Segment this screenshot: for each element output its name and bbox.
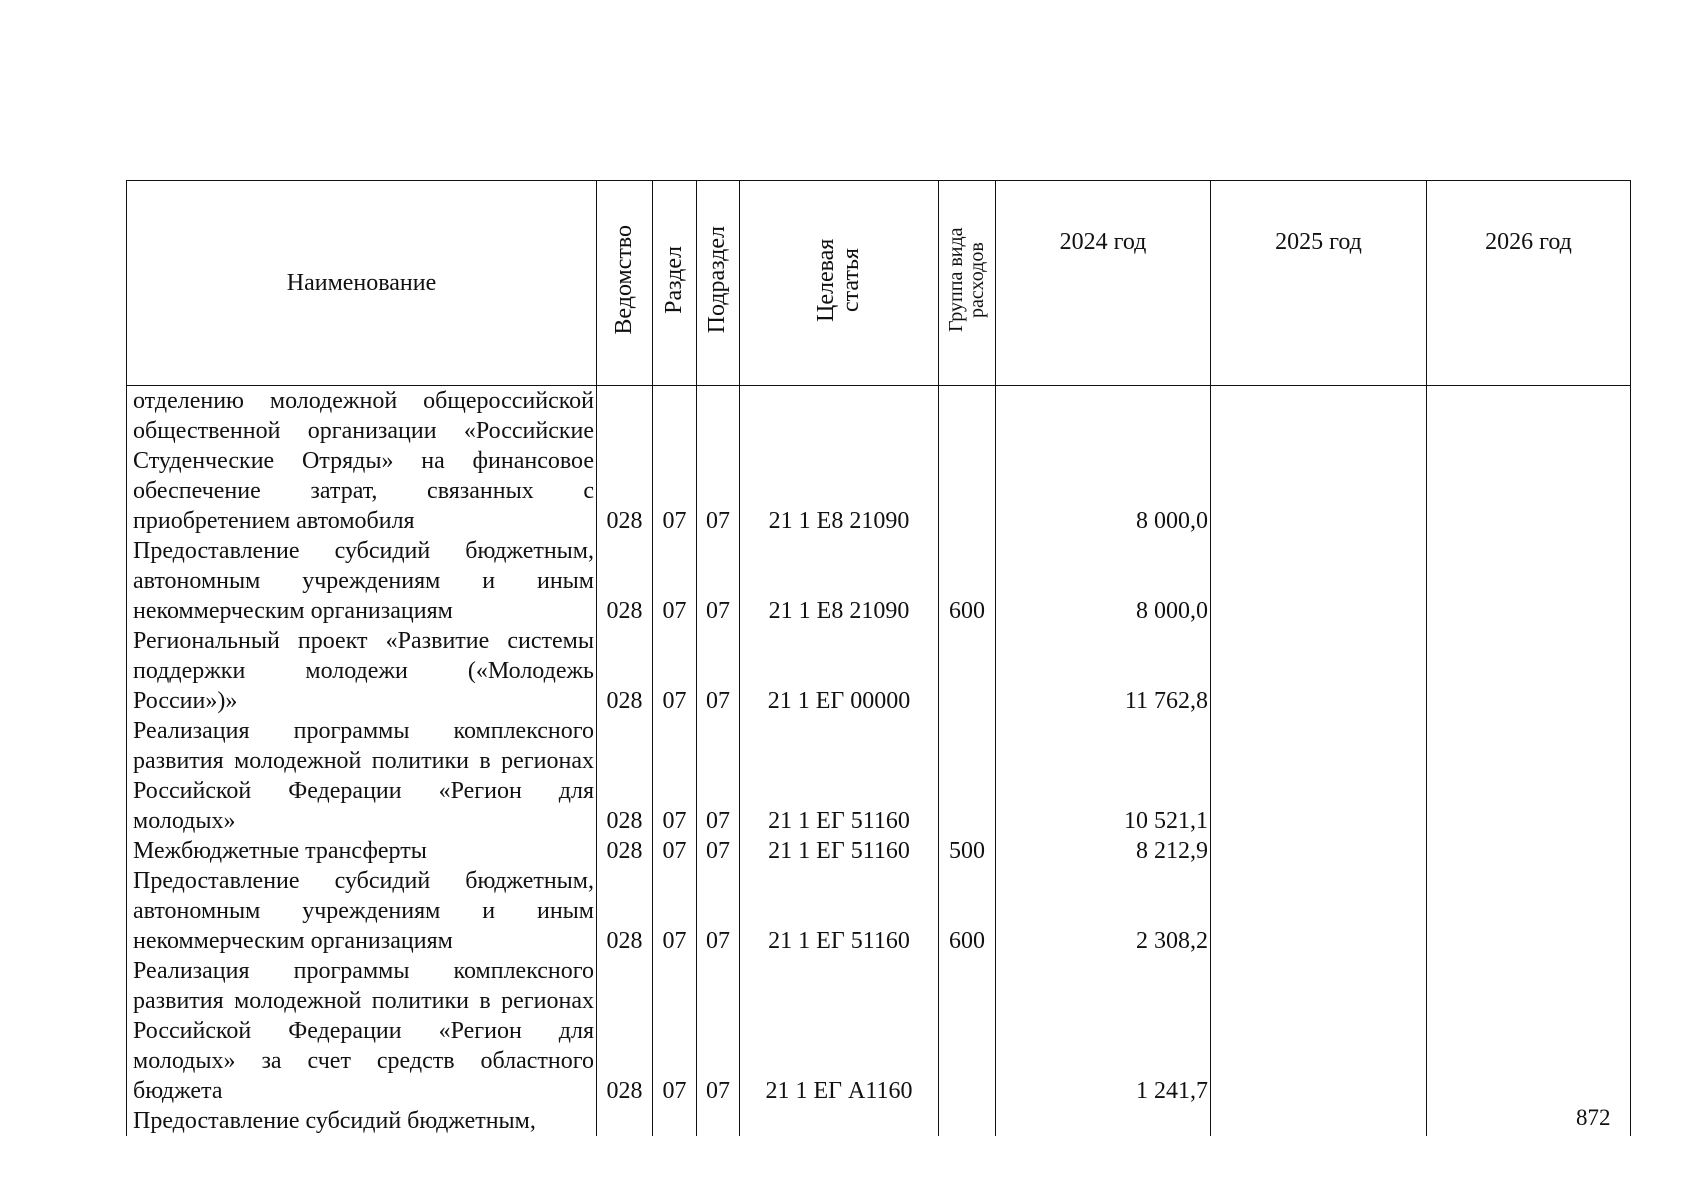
table-header	[127, 181, 1631, 386]
table-row	[127, 836, 1631, 866]
row-2025	[1211, 1106, 1427, 1136]
row-2025	[1211, 866, 1427, 956]
header-2024: 2024 год	[996, 181, 1211, 386]
row-target: 21 1 ЕГ 00000	[740, 626, 939, 716]
row-dept: 028	[597, 836, 653, 866]
row-subsection	[697, 1106, 740, 1136]
row-2026	[1427, 956, 1631, 1106]
row-name: Реализация программы комплексного развития молодежной политики в регионах Российской Федерации «Регион для молодых» за счет средств областного бюджета	[127, 956, 597, 1106]
row-subsection: 07	[697, 956, 740, 1106]
row-dept: 028	[597, 716, 653, 836]
row-subsection: 07	[697, 536, 740, 626]
row-2025	[1211, 386, 1427, 537]
row-group: 600	[939, 866, 996, 956]
row-name: Межбюджетные трансферты	[127, 836, 597, 866]
header-2026: 2026 год	[1427, 181, 1631, 386]
row-group	[939, 626, 996, 716]
row-target: 21 1 ЕГ 51160	[740, 836, 939, 866]
row-2024: 11 762,8	[996, 626, 1211, 716]
header-2025: 2025 год	[1211, 181, 1427, 386]
row-dept: 028	[597, 386, 653, 537]
row-2024: 2 308,2	[996, 866, 1211, 956]
budget-table	[126, 180, 1631, 1136]
header-target: Целевая статья	[740, 181, 939, 386]
row-2025	[1211, 716, 1427, 836]
row-section	[653, 1106, 697, 1136]
row-section: 07	[653, 836, 697, 866]
row-target	[740, 1106, 939, 1136]
row-2024: 1 241,7	[996, 956, 1211, 1106]
row-2024: 8 000,0	[996, 536, 1211, 626]
table-row	[127, 626, 1631, 716]
row-group	[939, 956, 996, 1106]
header-name: Наименование	[127, 181, 597, 386]
row-group: 600	[939, 536, 996, 626]
row-name: отделению молодежной общероссийской общественной организации «Российские Студенческие Отряды» на финансовое обеспечение затрат, связанных с приобретением автомобиля	[127, 386, 597, 537]
row-2025	[1211, 626, 1427, 716]
row-subsection: 07	[697, 866, 740, 956]
row-dept	[597, 1106, 653, 1136]
row-2024: 10 521,1	[996, 716, 1211, 836]
table-row	[127, 536, 1631, 626]
row-section: 07	[653, 386, 697, 537]
row-section: 07	[653, 536, 697, 626]
table-row	[127, 1106, 1631, 1136]
row-group	[939, 1106, 996, 1136]
row-dept: 028	[597, 956, 653, 1106]
row-2025	[1211, 956, 1427, 1106]
row-dept: 028	[597, 626, 653, 716]
row-2024: 8 000,0	[996, 386, 1211, 537]
row-2024: 8 212,9	[996, 836, 1211, 866]
table-body	[127, 386, 1631, 1137]
row-section: 07	[653, 626, 697, 716]
row-2026	[1427, 836, 1631, 866]
row-target: 21 1 ЕГ А1160	[740, 956, 939, 1106]
row-name: Региональный проект «Развитие системы поддержки молодежи («Молодежь России»)»	[127, 626, 597, 716]
row-name: Предоставление субсидий бюджетным,	[127, 1106, 597, 1136]
row-2025	[1211, 536, 1427, 626]
table-row	[127, 716, 1631, 836]
row-2025	[1211, 836, 1427, 866]
row-target: 21 1 Е8 21090	[740, 536, 939, 626]
row-2026	[1427, 386, 1631, 537]
row-section: 07	[653, 716, 697, 836]
row-subsection: 07	[697, 836, 740, 866]
row-2026	[1427, 626, 1631, 716]
header-subsection: Подраздел	[697, 181, 740, 386]
row-2026	[1427, 536, 1631, 626]
header-expense-group: Группа вида расходов	[939, 181, 996, 386]
row-subsection: 07	[697, 626, 740, 716]
row-subsection: 07	[697, 716, 740, 836]
row-target: 21 1 ЕГ 51160	[740, 716, 939, 836]
page-number: 872	[1576, 1105, 1611, 1130]
row-subsection: 07	[697, 386, 740, 537]
row-dept: 028	[597, 536, 653, 626]
row-name: Предоставление субсидий бюджетным, автономным учреждениям и иным некоммерческим организациям	[127, 536, 597, 626]
row-2026	[1427, 866, 1631, 956]
row-target: 21 1 Е8 21090	[740, 386, 939, 537]
row-target: 21 1 ЕГ 51160	[740, 866, 939, 956]
table-row	[127, 956, 1631, 1106]
header-section: Раздел	[653, 181, 697, 386]
table-row	[127, 386, 1631, 537]
row-2026	[1427, 716, 1631, 836]
header-dept: Ведомство	[597, 181, 653, 386]
row-group	[939, 386, 996, 537]
row-group: 500	[939, 836, 996, 866]
row-name: Реализация программы комплексного развития молодежной политики в регионах Российской Федерации «Регион для молодых»	[127, 716, 597, 836]
row-section: 07	[653, 866, 697, 956]
row-section: 07	[653, 956, 697, 1106]
row-name: Предоставление субсидий бюджетным, автономным учреждениям и иным некоммерческим организациям	[127, 866, 597, 956]
row-group	[939, 716, 996, 836]
table-row	[127, 866, 1631, 956]
row-dept: 028	[597, 866, 653, 956]
row-2024	[996, 1106, 1211, 1136]
